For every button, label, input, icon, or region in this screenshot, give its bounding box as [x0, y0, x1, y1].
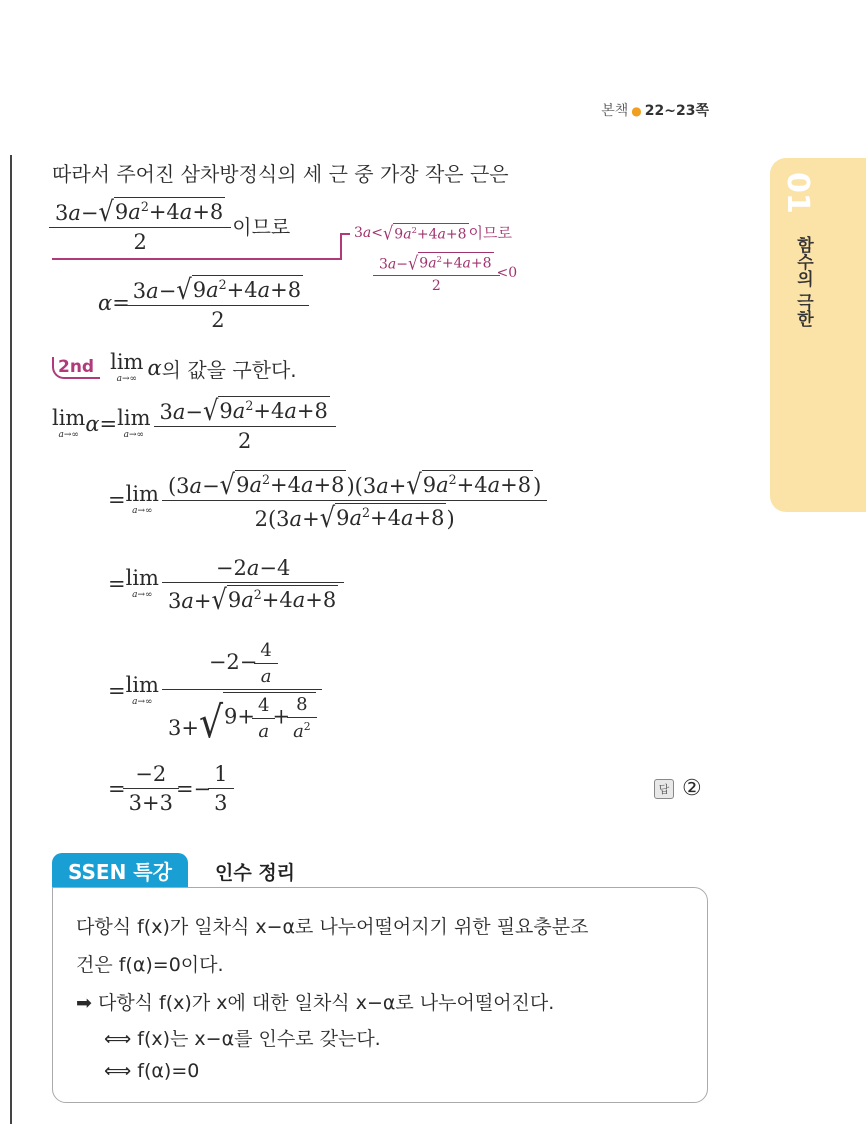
- step-badge: 2nd: [52, 357, 100, 379]
- ssen-line-2: 건은 f(α)=0이다.: [76, 954, 224, 976]
- ssen-tab: SSEN 특강: [52, 853, 188, 887]
- step2-text: 의 값을 구한다.: [161, 357, 297, 382]
- smallest-root-expression: [52, 197, 290, 254]
- chapter-number: 01: [780, 172, 815, 214]
- limit-step-3: = lim a→∞ −2a−4 3a+ √ $9a^2+4a+8$: [108, 556, 341, 613]
- intro-line: 따라서 주어진 삼차방정식의 세 근 중 가장 작은 근은: [52, 162, 509, 186]
- step2-heading: 2nd lim a→∞ α 의 값을 구한다.: [52, 352, 297, 384]
- annotation-line2: 3a− √ $9a^2+4a+8$ 2 <0: [376, 252, 517, 294]
- limit-step-2: = lim a→∞ (3a− √ $9a^2+4a+8$ )(3a+ √ $9a^2+4a+8$ ) 2(3a+ √ $9a^2+4a+8$ ): [108, 470, 544, 531]
- annotation-lt-zero: <0: [496, 264, 518, 281]
- book-label: 본책: [601, 103, 629, 119]
- ssen-subtitle: 인수 정리: [215, 862, 296, 884]
- answer-box-icon: 답: [654, 779, 674, 799]
- bullet-dot-icon: ●: [631, 104, 642, 118]
- left-margin-rule: [10, 155, 12, 1124]
- limit-step-5: = $\frac{-2}{3+3}$ =− $\frac{1}{3}$: [108, 762, 231, 815]
- alpha-definition: α = 3a− √ $9a^2+4a+8$ 2: [98, 275, 306, 332]
- page-reference: [601, 100, 709, 120]
- limit-step-1: lim a→∞ α = lim a→∞ 3a− √ $9a^2+4a+8$ 2: [52, 396, 333, 453]
- chapter-title: 함수의 극한: [793, 236, 813, 327]
- annotation-line1: 3 a < √ $9a^2+4a+8$ 이므로: [354, 222, 513, 245]
- chapter-side-tab: [770, 158, 866, 512]
- ssen-line-5: ⟺ f(α)=0: [104, 1060, 200, 1082]
- annotation-connector: [340, 233, 342, 259]
- answer-value: ②: [682, 776, 702, 801]
- ssen-line-1: 다항식 f(x)가 일차식 x−α로 나누어떨어지기 위한 필요충분조: [76, 916, 589, 938]
- annotation-connector-top: [340, 233, 350, 235]
- root-fraction: 3a− √ $9a^2+4a+8$ 2: [52, 197, 228, 254]
- ssen-line-3: ➡ 다항식 f(x)가 x에 대한 일차식 x−α로 나누어떨어진다.: [76, 992, 555, 1014]
- root-suffix: 이므로: [232, 214, 291, 239]
- answer-mark: [654, 776, 702, 801]
- ssen-line-4: ⟺ f(x)는 x−α를 인수로 갖는다.: [104, 1028, 381, 1050]
- page-range: 22~23쪽: [644, 103, 709, 119]
- annotation-underline: [52, 258, 342, 260]
- limit-step-4: = lim a→∞ −2− $\frac{4}{a}$ 3+ √ 9+ $\frac{4}{a}$ + $\frac{8}{a^2}$: [108, 640, 319, 742]
